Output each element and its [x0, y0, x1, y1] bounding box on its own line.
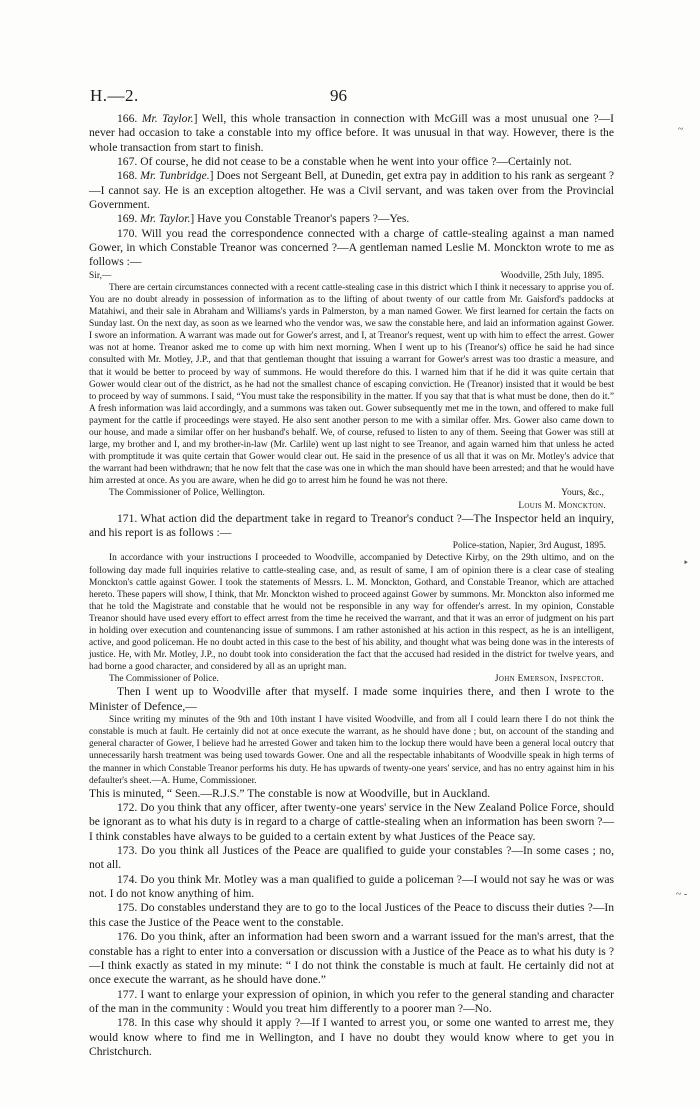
letter-addressee: The Commissioner of Police, Wellington.	[109, 488, 265, 499]
minute-body: Since writing my minutes of the 9th and 10th instant I have visited Woodville, and from all I could learn there I do not think the constable is much at fault. He certainly did not at once execute the warrant, as he should have done ; but, on account of the standing and general character of Gower, I believe had he arrested Gower and taken him to the lockup there would have been a general local outcry that unnecessarily harsh treatment was being used towards Gower. One and all the respectable inhabitants of Woodville speak in high terms of the manner in which Constable Treanor performs his duty. He has upwards of twenty-one years' service, and has no entry against him in his defaulter's sheet.—A. Hume, Commissioner.	[89, 715, 614, 786]
margin-mark: ‣	[683, 558, 689, 569]
question-175: 175. Do constables understand they are to go to the local Justices of the Peace to discuss their duties ?—In this case the Justice of the Peace went to the constable.	[89, 901, 614, 929]
page-number: 96	[330, 86, 347, 105]
question-177: 177. I want to enlarge your expression of opinion, in which you refer to the general standing and character of the man in the community : Would you treat him differently to a poorer man ?—No.	[89, 987, 614, 1015]
question-176: 176. Do you think, after an information had been sworn and a warrant issued for the man's arrest, that the constable has a right to enter into a conversation or discussion with a Justice of the Peace as to what his duty is ?—I think exactly as stated in my minute: “ I do not think the constable is much at fault. He certainly did not at once execute the warrant, as he should have done.”	[89, 930, 614, 987]
margin-mark: ~ -	[676, 889, 688, 900]
letter-monckton	[89, 270, 614, 512]
paragraph-166: 166. Mr. Taylor.] Well, this whole transaction in connection with McGill was a most unusual one ?—I never had occasion to take a constable into my office before. It was unusual in that way. However, there is the whole transaction from start to finish.	[89, 112, 614, 154]
paragraph-170: 170. Will you read the correspondence connected with a charge of cattle-stealing against a man named Gower, in which Constable Treanor was concerned ?—A gentleman named Leslie M. Monckton wrote to me as follows :—	[89, 226, 614, 269]
letter-inspector-report	[89, 540, 614, 685]
speaker: Mr. Taylor.	[141, 112, 194, 125]
report-dateline: Police-station, Napier, 3rd August, 1895.	[452, 541, 606, 552]
letter-body: There are certain circumstances connected with a recent cattle-stealing case in this district which I think it necessary to apprise you of. You are no doubt already in possession of information as to the lifting of about twenty of our cattle from Mr. Gaisford's paddocks at Matahiwi, and their sale in Abraham and Williams's yards in Palmerston, by a man named Gower. We first learned for certain the facts on Sunday last. On the next day, as soon as we learned who the vendor was, we saw the constable here, and laid an information against Gower. I swore an information. A warrant was made out for Gower's arrest, and I, at Treanor's request, went up with him to effect the arrest. Gower was not at home. Treanor asked me to come up with him next morning. When I went up to his (Treanor's) office he said he had since consulted with Mr. Motley, J.P., and that that gentleman thought that issuing a warrant for Gower's arrest was too drastic a measure, and that it would be better to proceed by way of summons. He would therefore do this. I warned him that if he did it was quite certain that Gower would clear out of the district, as he had not the smallest chance of escaping conviction. He (Treanor) insisted that it would be best to proceed by way of summons. I said, “You must take the responsibility in the matter. If you say that that is what must be done, then do it.” A fresh information was laid accordingly, and a summons was taken out. Gower subsequently met me in the town, and offered to make full payment for the cattle if proceedings were stayed. He also sent another person to me with a similar offer. Mrs. Gower also came down to our house, and made a similar offer on her husband's behalf. We, of course, refused to listen to any of them. Seeing that Gower was still at large, my brother and I, and my brother-in-law (Mr. Carlile) went up last night to see Treanor, and again warned him that unless he acted with promptitude it was quite certain that Gower would clear out. He said in the presence of us all that it was on Mr. Motley's advice that the warrant had been withdrawn; that he now felt that the case was one in which the man should have been arrested; and that he would have him arrested at once. As you are aware, when he did go to arrest him he found he was not there.	[89, 282, 614, 487]
question-172: 172. Do you think that any officer, after twenty-one years' service in the New Zealand Police Force, should be ignorant as to what his duty is in regard to a charge of cattle-stealing when an information has been sworn ?—I think constables have always to be guided to a certain extent by what Justices of the Peace say.	[89, 801, 614, 843]
question-174: 174. Do you think Mr. Motley was a man qualified to guide a policeman ?—I would not say he was or was not. I do not know anything of him.	[89, 872, 614, 901]
letter-closing: Yours, &c.,	[561, 488, 604, 499]
speaker: Mr. Taylor.	[140, 212, 191, 226]
report-addressee: The Commissioner of Police.	[109, 674, 219, 685]
paragraph-minuted: This is minuted, “ Seen.—R.J.S.” The constable is now at Woodville, but in Auckland.	[89, 786, 491, 800]
report-signature: John Emerson, Inspector.	[494, 674, 604, 685]
letter-signature: Louis M. Monckton.	[518, 500, 606, 511]
report-code: H.—2.	[90, 86, 139, 105]
paragraph-169: 169. Mr. Taylor.] Have you Constable Treanor's papers ?—Yes.	[117, 212, 410, 226]
paragraph-168: 168. Mr. Tunbridge.] Does not Sergeant Bell, at Dunedin, get extra pay in addition to his rank as sergeant ?—I cannot say. He is an exception altogether. He was a Civil servant, and was taken over from the Provincial Government.	[89, 169, 615, 212]
paragraph-then: Then I went up to Woodville after that myself. I made some inquiries there, and then I wrote to the Minister of Defence,—	[89, 685, 614, 713]
question-178: 178. In this case why should it apply ?—If I wanted to arrest you, or some one wanted to arrest me, they would know where to find me in Wellington, and I have no doubt they would know where to get you in Christchurch.	[89, 1016, 614, 1058]
commissioner-minute	[89, 714, 614, 787]
letter-dateline: Woodville, 25th July, 1895.	[500, 270, 604, 281]
paragraph-167: 167. Of course, he did not cease to be a constable when he went into your office ?—Certainly not.	[117, 155, 572, 169]
margin-mark: ~	[678, 124, 684, 135]
speaker: Mr. Tunbridge.	[140, 169, 210, 183]
report-body: In accordance with your instructions I proceeded to Woodville, accompanied by Detective Kirby, on the 29th ultimo, and on the following day made full inquiries relative to cattle-stealing case, and, as result of same, I am of opinion there is a clear case of stealing Monckton's cattle against Gower. I took the statements of Messrs. L. M. Monckton, Gothard, and Constable Treanor, which are attached hereto. These papers will show, I think, that Mr. Monckton wished to proceed against Gower by summons. Mr. Monckton also informed me that he told the Magistrate and constable that he would not be responsible in any way for offender's arrest. In my opinion, Constable Treanor should have used every effort to effect arrest from the time he received the warrant, and that it was an error of judgment on his part in holding over execution and countenancing issue of summons. I am rather astonished at his action in this respect, as he is an intelligent, active, and good policeman. He no doubt acted in this case to the best of his ability, and thought what was being done was in the interests of justice. He, with Mr. Motley, J.P., no doubt took into consideration the fact that the accused had resided in the district for twelve years, and had borne a good character, and considered by all as an upright man.	[89, 553, 614, 673]
letter-salutation: Sir,—	[89, 270, 112, 281]
paragraph-171: 171. What action did the department take in regard to Treanor's conduct ?—The Inspector held an inquiry, and his report is as follows :—	[89, 511, 614, 539]
page-body	[89, 112, 614, 1059]
question-173: 173. Do you think all Justices of the Peace are qualified to guide your constables ?—In some cases ; no, not all.	[89, 844, 614, 872]
